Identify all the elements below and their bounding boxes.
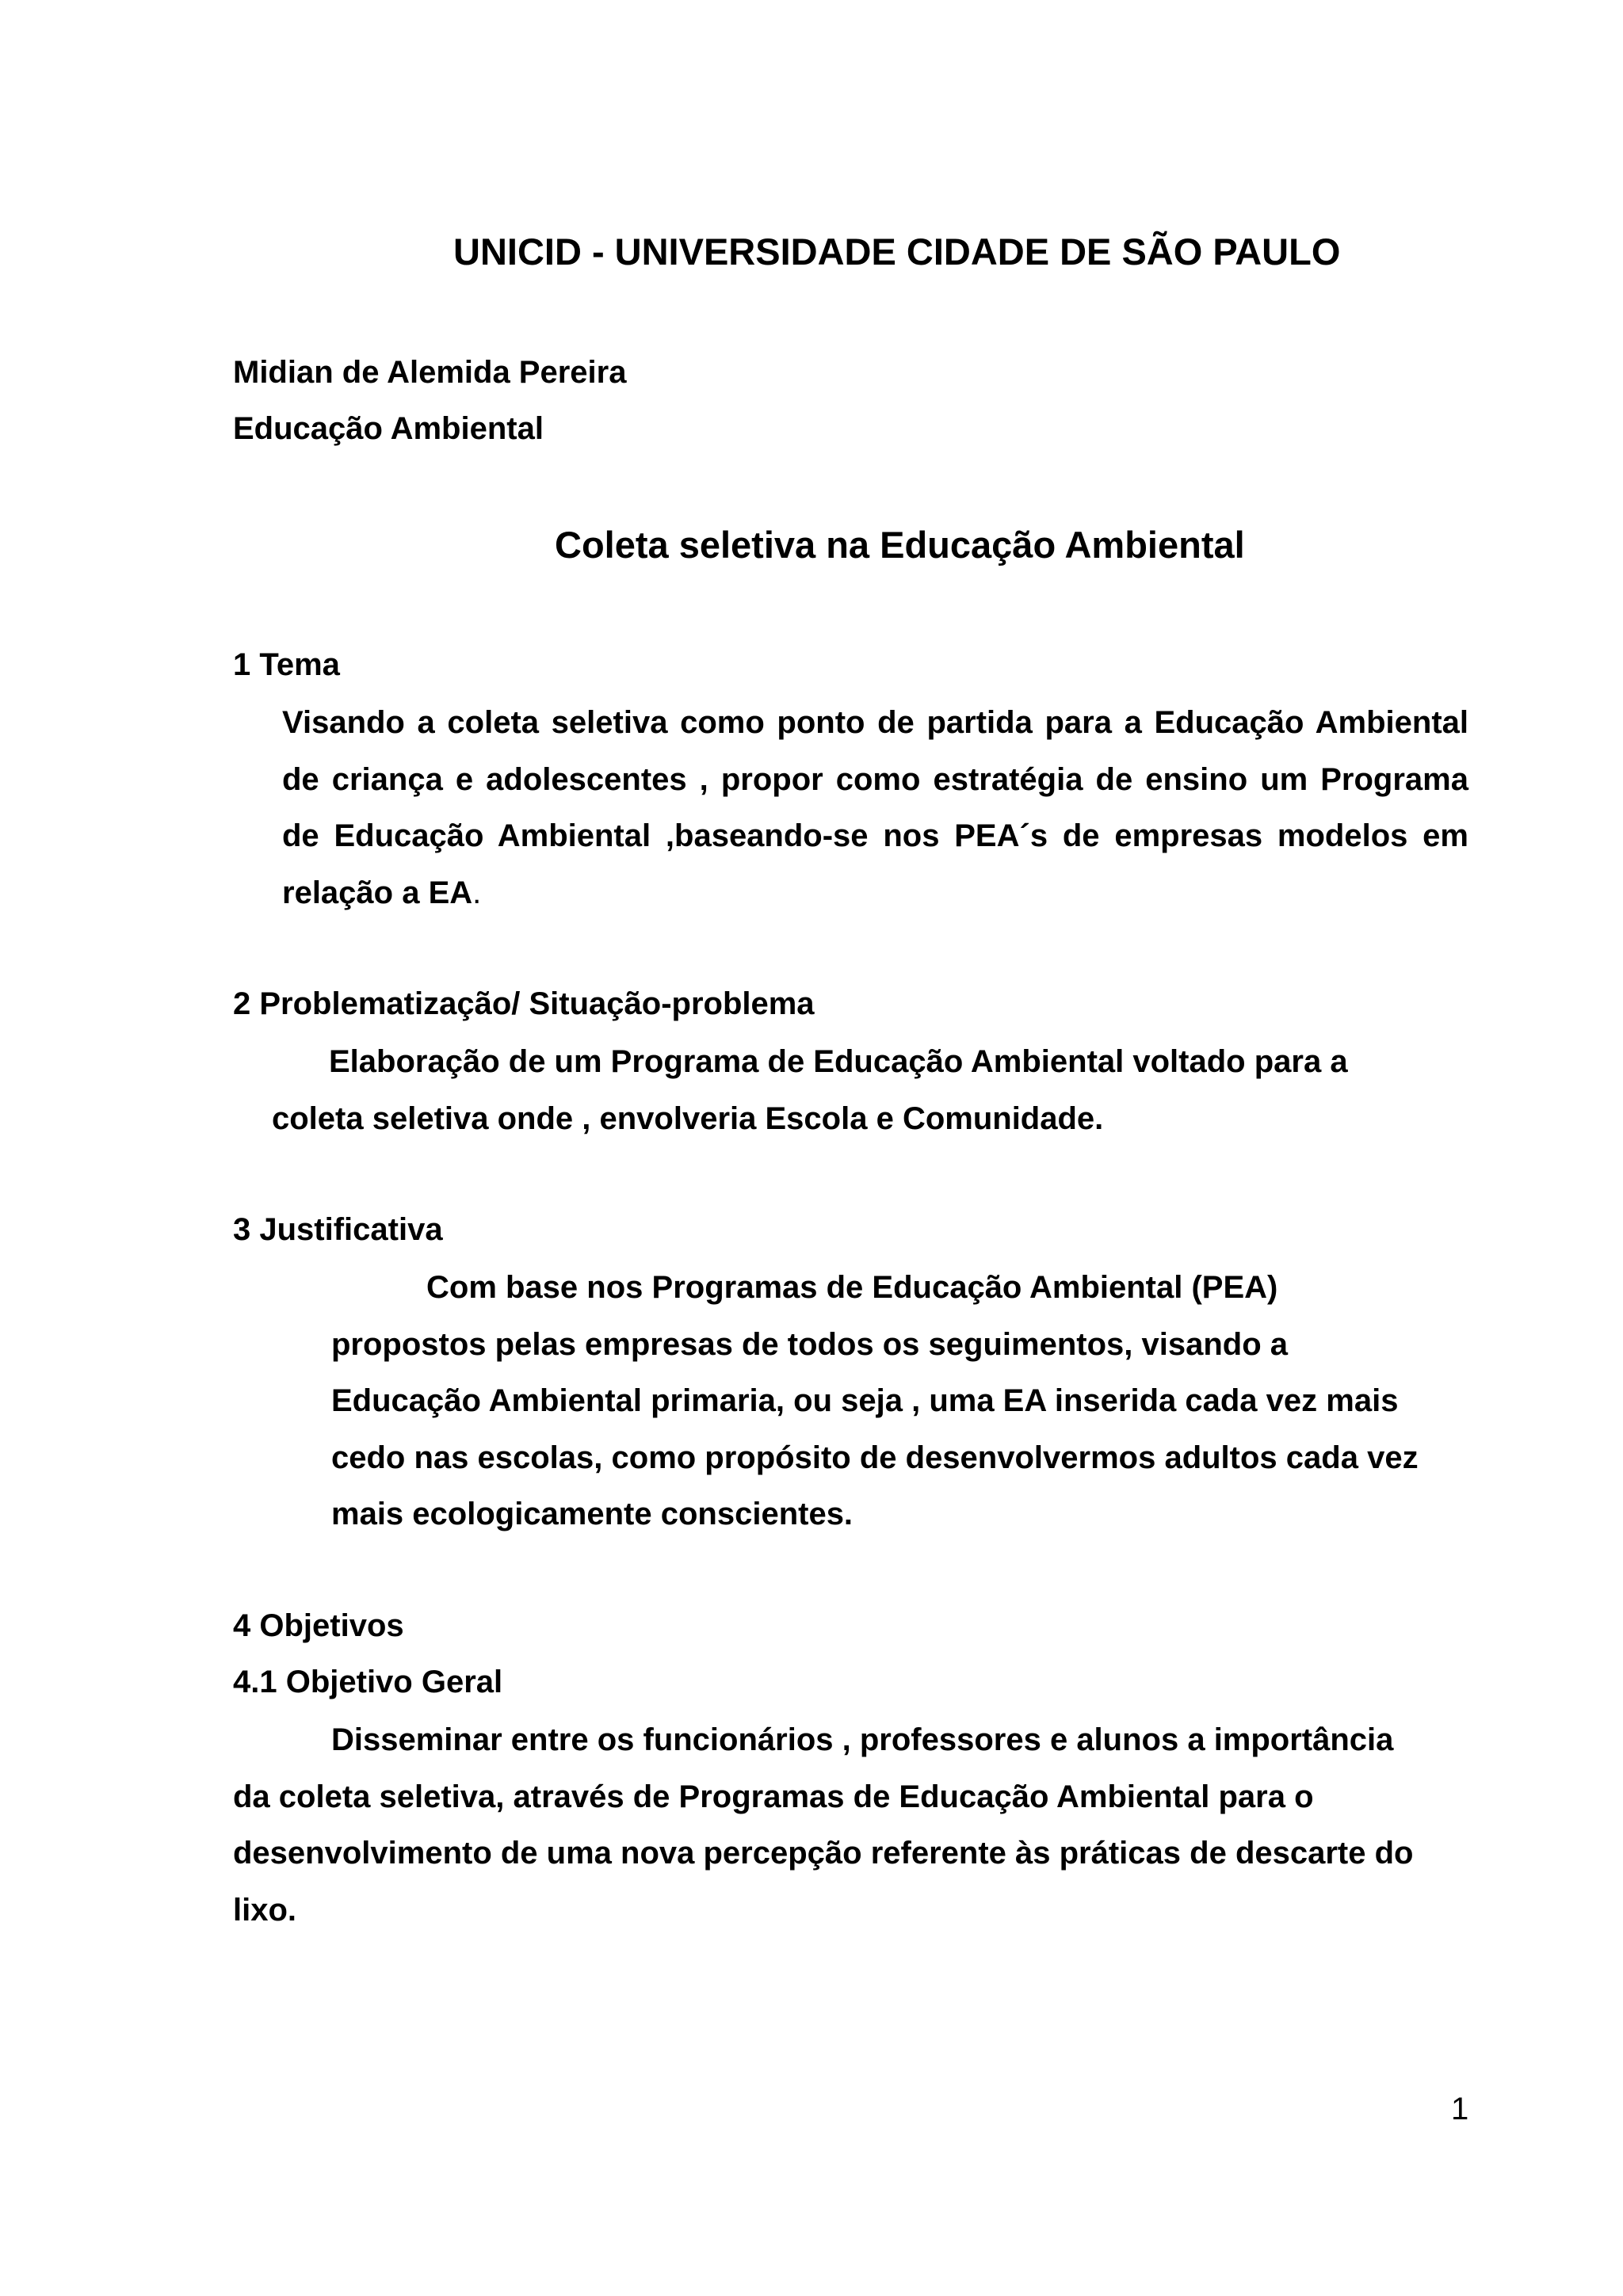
paragraph-line: mais ecologicamente conscientes. [331,1497,854,1531]
paragraph-line: cedo nas escolas, como propósito de desenvolvermos adultos cada vez [331,1440,1419,1475]
paragraph-line: Elaboração de um Programa de Educação Ambiental voltado para a [329,1044,1348,1079]
paragraph-line: Com base nos Programas de Educação Ambiental (PEA) [426,1270,1278,1305]
paragraph-line: propostos pelas empresas de todos os seguimentos, visando a [331,1326,1288,1362]
section-body-tema [282,695,1468,921]
section-heading-problematizacao: 2 Problematização/ Situação-problema [233,986,815,1021]
university-name: UNICID - UNIVERSIDADE CIDADE DE SÃO PAULO [453,231,1341,273]
paragraph-line: coleta seletiva onde , envolveria Escola e Comunidade. [272,1100,1104,1136]
paragraph-line [282,865,1468,922]
paragraph-line: de Educação Ambiental ,baseando-se nos PEA´s de empresas modelos em [282,818,1468,853]
paragraph-line: Visando a coleta seletiva como ponto de partida para a Educação Ambiental [282,705,1468,740]
section-heading-objetivos: 4 Objetivos [233,1608,404,1643]
paragraph-line-text: relação a EA [282,875,473,910]
section-body-objetivos [233,1712,1413,1939]
paragraph-line: desenvolvimento de uma nova percepção referente às práticas de descarte do [233,1836,1414,1871]
section-body-justificativa [331,1260,1419,1543]
paragraph-line: Disseminar entre os funcionários , professores e alunos a importância [331,1722,1394,1757]
paragraph-line: da coleta seletiva, através de Programas de Educação Ambiental para o [233,1779,1314,1814]
subsection-heading-objetivo-geral: 4.1 Objetivo Geral [233,1665,503,1699]
paragraph-line: de criança e adolescentes , propor como estratégia de ensino um Programa [282,761,1468,797]
paragraph-line: lixo. [233,1892,297,1928]
document-title: Coleta seletiva na Educação Ambiental [555,524,1245,566]
section-heading-tema: 1 Tema [233,647,340,682]
course-name: Educação Ambiental [233,411,544,446]
paragraph-line: Educação Ambiental primaria, ou seja , uma EA inserida cada vez mais [331,1383,1399,1418]
trailing-period: . [472,875,482,910]
author-name: Midian de Alemida Pereira [233,355,627,390]
section-body-problematizacao [272,1034,1348,1147]
page-number: 1 [1451,2092,1469,2126]
section-heading-justificativa: 3 Justificativa [233,1212,443,1247]
